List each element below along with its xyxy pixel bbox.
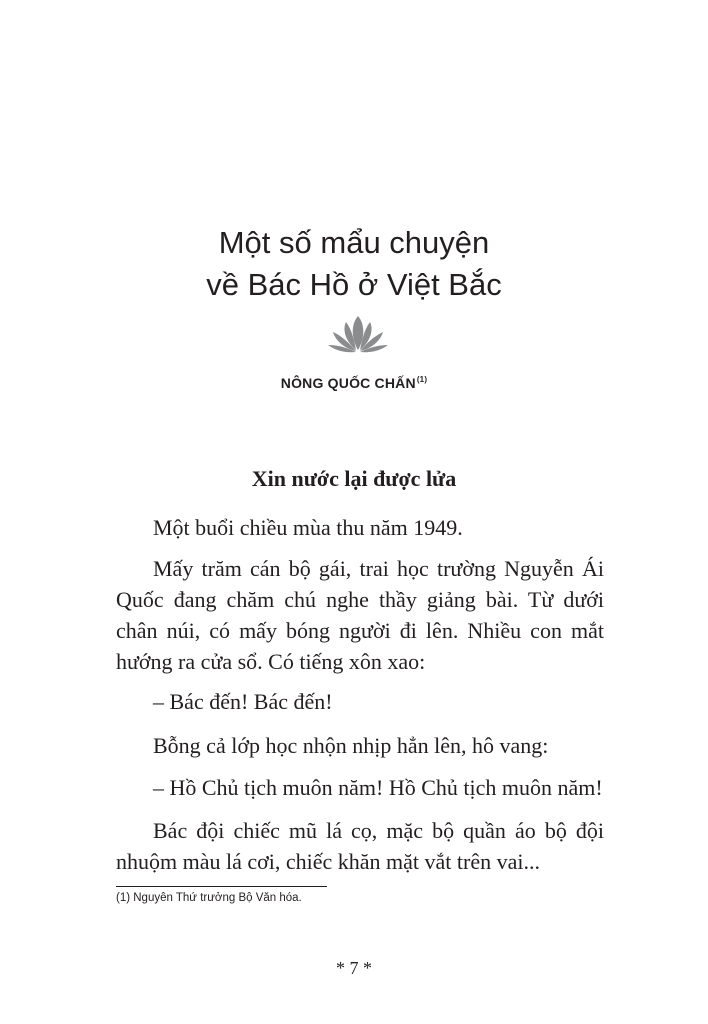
paragraph-3	[116, 686, 641, 717]
page-number: * 7 *	[336, 958, 372, 978]
paragraph-line: nhuộm màu lá cơi, chiếc khăn mặt vắt trên vai...	[116, 849, 540, 874]
section-heading: Xin nước lại được lửa	[251, 466, 457, 491]
paragraph-5	[116, 772, 641, 803]
footnote-divider	[116, 886, 327, 887]
page-title	[0, 222, 708, 306]
paragraph-1	[116, 512, 641, 543]
paragraph-line: – Hồ Chủ tịch muôn năm! Hồ Chủ tịch muôn năm!	[153, 775, 603, 800]
paragraph-2	[116, 553, 604, 677]
author-name-text: NÔNG QUỐC CHẤN	[280, 375, 416, 391]
paragraph-line: Một buổi chiều mùa thu năm 1949.	[153, 515, 463, 540]
title-line-2: về Bác Hồ ở Việt Bắc	[206, 267, 502, 302]
footnote: (1) Nguyên Thứ trưởng Bộ Văn hóa.	[116, 892, 302, 904]
paragraph-line: hướng ra cửa sổ. Có tiếng xôn xao:	[116, 649, 426, 674]
paragraph-6	[116, 815, 604, 877]
paragraph-line: chân núi, có mấy bóng người đi lên. Nhiều con mắt	[116, 618, 604, 643]
paragraph-line: Bỗng cả lớp học nhộn nhịp hẳn lên, hô vang:	[153, 733, 549, 758]
paragraph-4	[116, 730, 641, 761]
footnote-ref: (1)	[416, 375, 428, 384]
lotus-icon	[326, 314, 390, 354]
paragraph-line: Mấy trăm cán bộ gái, trai học trường Nguyễn Ái	[153, 556, 604, 581]
paragraph-line: – Bác đến! Bác đến!	[153, 689, 333, 714]
author-name	[0, 375, 708, 391]
paragraph-line: Quốc đang chăm chú nghe thầy giảng bài. Từ dưới	[116, 587, 604, 612]
title-line-1: Một số mẩu chuyện	[218, 225, 490, 260]
paragraph-line: Bác đội chiếc mũ lá cọ, mặc bộ quần áo bộ đội	[153, 818, 604, 843]
